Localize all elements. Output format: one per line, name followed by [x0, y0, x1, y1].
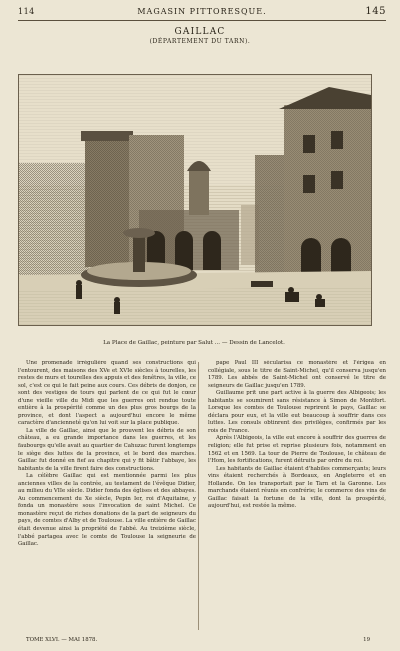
- paragraph: Guillaume prit une part active à la guerre des Albigeois; les habitants se soumirent sans résistance à Simon de Montfort. Lorsque les comtes de Toulouse reprirent le pays, Gaillac se déclara pour eux, et la ville eut beaucoup à souffrir dans ces luttes. Les consuls obtinrent des privilèges, confirmés par les rois de France.: [208, 390, 386, 434]
- article-body: [18, 360, 386, 632]
- page-number: 145: [365, 6, 386, 17]
- running-head: [18, 4, 386, 21]
- illustration-caption: La Place de Gaillac, peinture par Salut ... — Dessin de Lancelot.: [103, 340, 285, 346]
- signature-mark: 19: [363, 637, 370, 643]
- article-title: GAILLAC: [174, 27, 226, 37]
- paragraph: Après l'Albigeois, la ville eut encore à souffrir des guerres de religion; elle fut prise et reprise plusieurs fois, notamment en 1562 et en 1569. La tour de Pierre de Toulouse, le château de l'Hom, les fortifications, furent détruits par ordre du roi.: [208, 435, 386, 465]
- issue-line: TOME XLVI. — MAI 1878.: [26, 637, 98, 643]
- right-column: [208, 360, 386, 632]
- engraving-illustration: [18, 74, 372, 326]
- left-column: [18, 360, 196, 632]
- paragraph: Les habitants de Gaillac étaient d'habiles commerçants; leurs vins étaient recherchés à Bordeaux, en Angleterre et en Hollande. On les transportait par le Tarn et la Garonne. Les marchands étaient réunis en confrérie; le commerce des vins de Gaillac faisait la fortune de la ville, dont la prospérité, aujourd'hui, est restée la même.: [208, 465, 386, 510]
- page-footer: [18, 637, 386, 647]
- paragraph: La célèbre Gaillac qui est mentionnée parmi les plus anciennes villes de la contrée, au testament de l'évêque Didier, au milieu du VIIe siècle. Didier fonda des églises et des abbayes. Au commencement du Xe siècle, Pepin Ier, roi d'Aquitaine, y fonda un monastère sous l'invocation de saint Michel. Ce monastère reçut de riches donations de la part de seigneurs du pays, de comtes d'Alby et de Toulouse. La ville entière de Gaillac était devenue ainsi la propriété de l'abbé. Au treizième siècle, l'abbé partagea avec le comte de Toulouse la seigneurie de Gaillac.: [18, 473, 196, 548]
- paragraph: pape Paul III sécularisa ce monastère et l'érigea en collégiale, sous le titre de Saint-Michel, qu'il conserva jusqu'en 1789. Les abbés de Saint-Michel ont conservé le titre de seigneurs de Gaillac jusqu'en 1789.: [208, 360, 386, 389]
- article-subtitle: (DÉPARTEMENT DU TARN).: [149, 38, 251, 45]
- town-square-engraving: [19, 75, 371, 325]
- magazine-title: MAGASIN PITTORESQUE.: [137, 7, 267, 16]
- paragraph: La ville de Gaillac, ainsi que le prouvent les débris de son château, a eu grande importance dans les guerres, et les faubourgs qu'elle avait au quartier de Cahuzac furent longtemps le siège des luttes de la province, et le bord des marches. Gaillac fut donné en fief au chapitre qui y fit bâtir l'abbaye, les habitants de la ville firent faire des constructions.: [18, 427, 196, 472]
- paragraph: Une promenade irrégulière quand ses constructions qui l'entourent, des maisons des XVe et XVIe siècles à tourelles, les restes de murs et tourelles des appuis et des fenêtres, la ville, ce sol, c'est ce qui le fait peine aux cours. Ces débris de donjon, ce sont des vestiges de tours qui parlent de ce qui fut le cœur d'une vieille ville du Midi que les guerres ont rendue toute entière à la prospérité comme un des plus gros bourgs de la province, et dont l'aspect a aujourd'hui encore le même caractère d'ancienneté qu'on lui voit sur la place publique.: [18, 360, 196, 427]
- volume-number: 114: [18, 7, 35, 16]
